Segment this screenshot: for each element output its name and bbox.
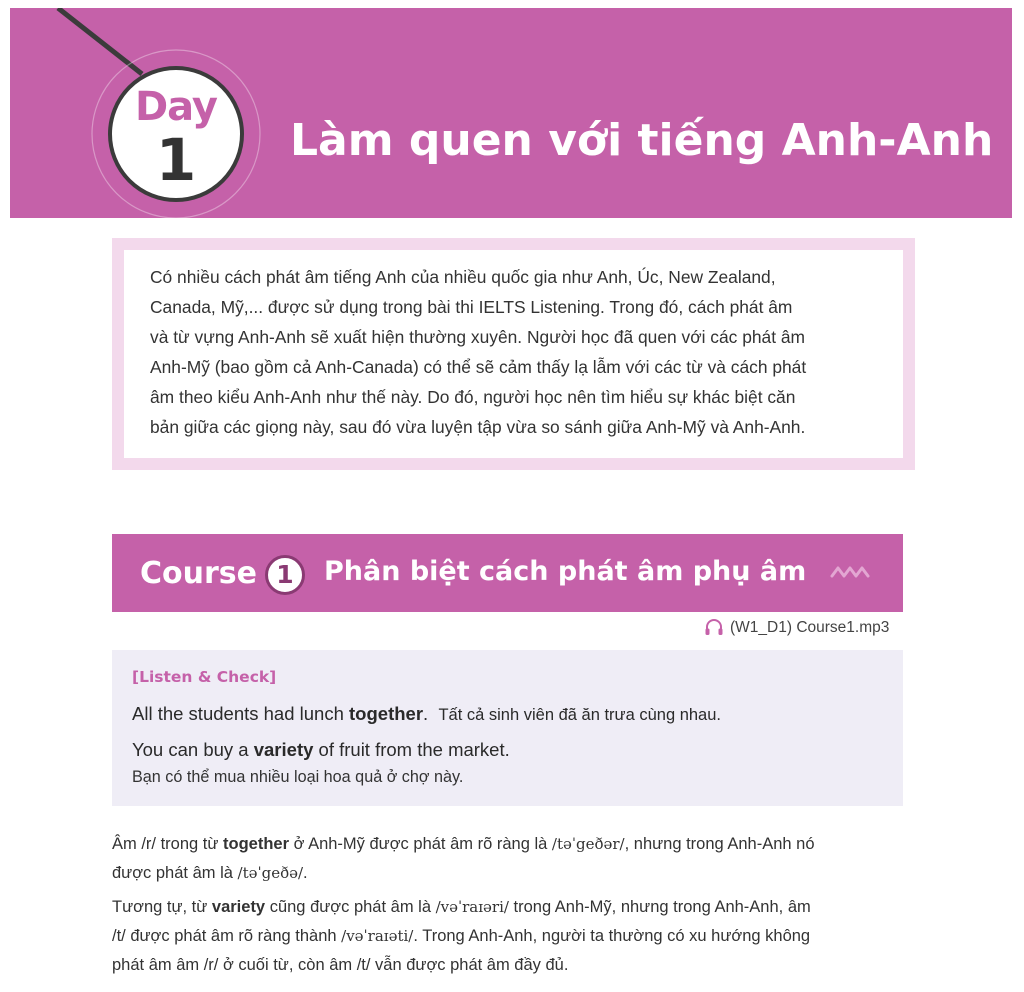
paragraph-text: Âm /r/ trong từ: [112, 835, 223, 853]
paragraph-line: [112, 859, 912, 888]
intro-text: [124, 250, 903, 458]
paragraph-text: ở Anh-Mỹ được phát âm rõ ràng là: [289, 835, 552, 853]
course-number-badge: 1: [265, 555, 305, 595]
audio-file-name: (W1_D1) Course1.mp3: [730, 619, 890, 636]
day-label: Day: [134, 84, 218, 130]
example-sentence-1: [132, 703, 721, 725]
keyword: variety: [211, 898, 266, 916]
explanation-paragraph-2: [112, 893, 912, 980]
intro-line: Anh-Mỹ (bao gồm cả Anh-Canada) có thể sẽ cảm thấy lạ lẫm với các từ và cách phát: [150, 357, 807, 377]
ipa-transcription: /təˈgeðər/: [551, 835, 625, 853]
sentence-translation-2: Bạn có thể mua nhiều loại hoa quả ở chợ này.: [132, 768, 464, 786]
paragraph-text: .: [303, 864, 308, 882]
ipa-transcription: /təˈgeðə/: [237, 864, 304, 882]
course-label: Course: [140, 556, 257, 591]
keyword: together: [349, 703, 424, 724]
headphones-icon: [704, 618, 724, 636]
intro-line: và từ vựng Anh-Anh sẽ xuất hiện thường xuyên. Người học đã quen với các phát âm: [150, 327, 806, 347]
audio-track[interactable]: [704, 617, 914, 639]
intro-line: bản giữa các giọng này, sau đó vừa luyện tập vừa so sánh giữa Anh-Mỹ và Anh-Anh.: [150, 417, 806, 437]
sentence-text: All the students had lunch: [132, 703, 350, 724]
day-number: 1: [155, 126, 197, 194]
paragraph-line: [112, 893, 912, 922]
ipa-transcription: /vəˈraɪəri/: [435, 898, 509, 916]
paragraph-text: /t/ được phát âm rõ ràng thành: [112, 927, 342, 945]
paragraph-text: cũng được phát âm là: [265, 898, 436, 916]
paragraph-text: , nhưng trong Anh-Anh nó: [624, 835, 815, 853]
chapter-title: Làm quen với tiếng Anh-Anh: [290, 115, 994, 166]
explanation-paragraph-1: [112, 830, 912, 888]
listen-check-title: [Listen & Check]: [132, 668, 277, 686]
paragraph-text: trong Anh-Mỹ, nhưng trong Anh-Anh, âm: [508, 898, 811, 916]
paragraph-line: [112, 830, 912, 859]
example-sentence-2: [132, 739, 510, 761]
paragraph-text: được phát âm là: [112, 864, 238, 882]
intro-line: Có nhiều cách phát âm tiếng Anh của nhiều quốc gia như Anh, Úc, New Zealand,: [150, 267, 776, 287]
intro-line: Canada, Mỹ,... được sử dụng trong bài thi IELTS Listening. Trong đó, cách phát âm: [150, 297, 793, 317]
sentence-text: of fruit from the market.: [313, 739, 510, 760]
wave-decoration-icon: [830, 564, 870, 580]
sentence-translation: Tất cả sinh viên đã ăn trưa cùng nhau.: [438, 706, 721, 724]
keyword: together: [223, 835, 289, 853]
intro-box: [112, 238, 915, 470]
day-badge: [108, 66, 244, 202]
intro-line: âm theo kiểu Anh-Anh như thế này. Do đó, người học nên tìm hiểu sự khác biệt căn: [150, 387, 796, 407]
course-header-bar: [112, 534, 903, 612]
paragraph-text: . Trong Anh-Anh, người ta thường có xu hướng không: [413, 927, 811, 945]
paragraph-line: phát âm âm /r/ ở cuối từ, còn âm /t/ vẫn được phát âm đầy đủ.: [112, 956, 569, 974]
course-title: Phân biệt cách phát âm phụ âm: [324, 556, 807, 587]
paragraph-text: Tương tự, từ: [112, 898, 212, 916]
keyword: variety: [253, 739, 314, 760]
listen-check-box: [112, 650, 903, 806]
paragraph-line: [112, 922, 912, 951]
sentence-text: You can buy a: [132, 739, 254, 760]
ipa-transcription: /vəˈraɪəti/: [341, 927, 414, 945]
sentence-text: .: [423, 703, 429, 724]
